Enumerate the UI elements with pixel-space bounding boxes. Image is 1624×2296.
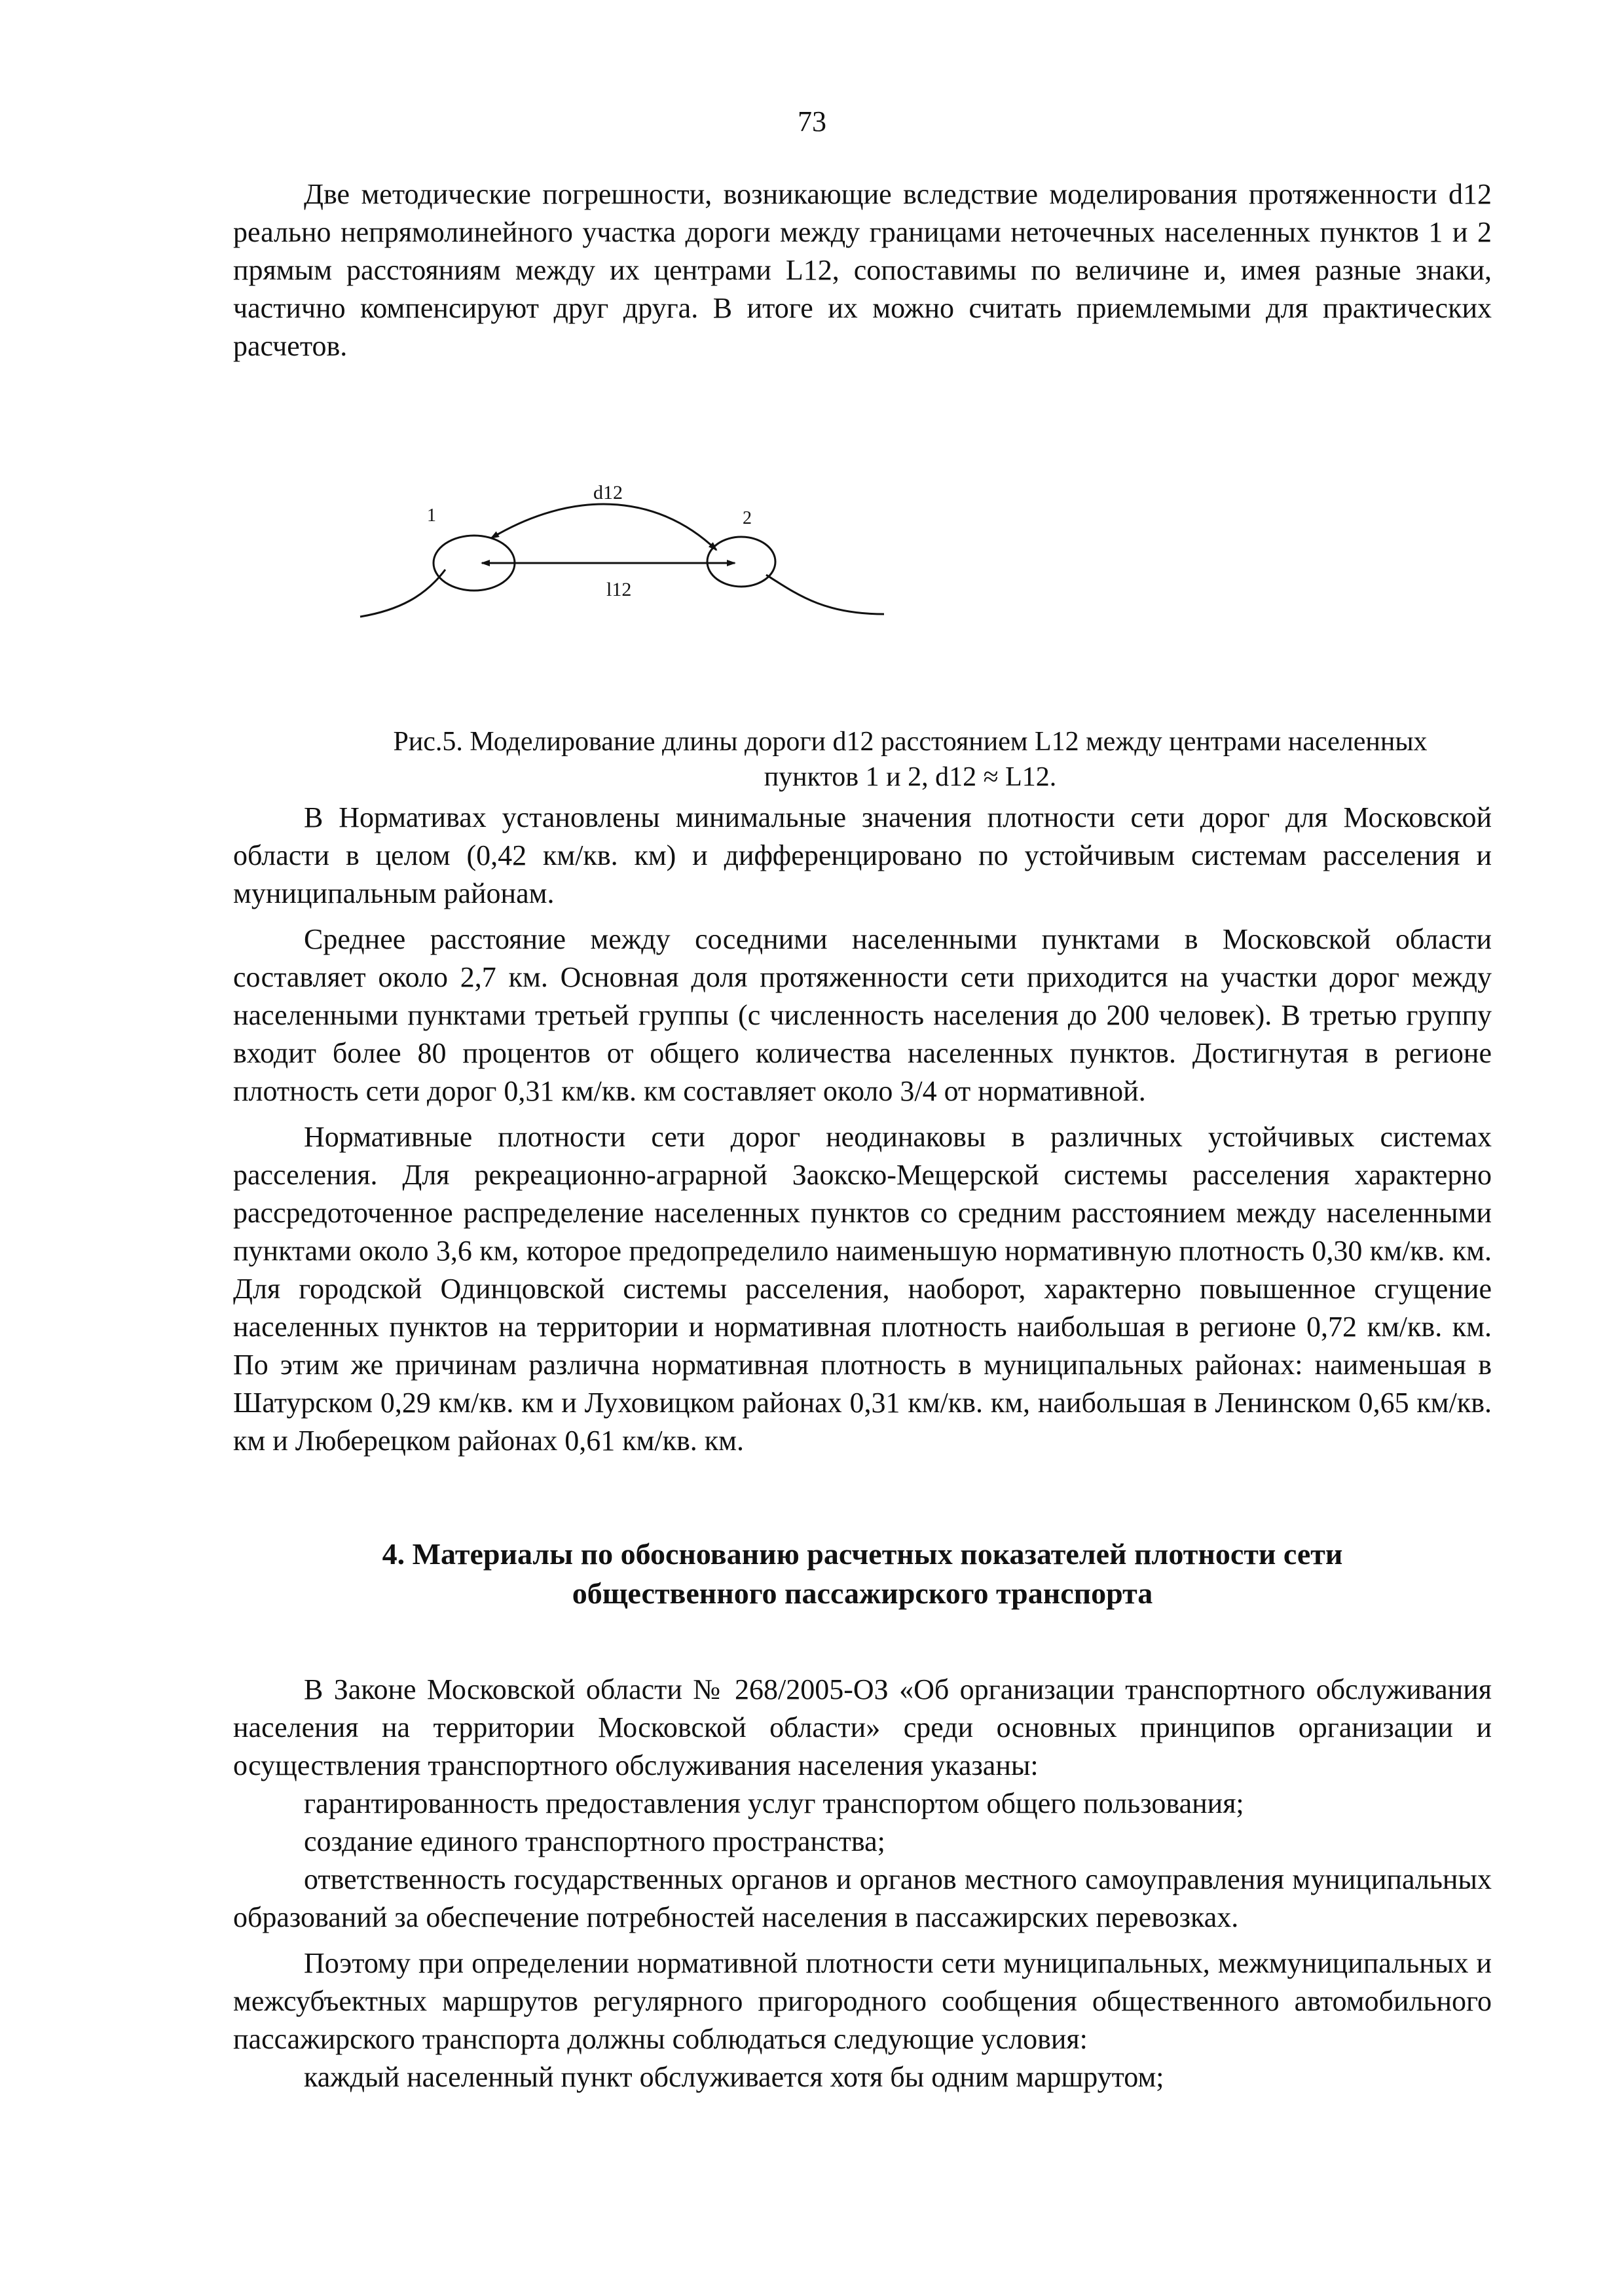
body-block <box>233 799 1492 1460</box>
page-number: 73 <box>798 105 826 137</box>
section-4-heading <box>233 1535 1492 1613</box>
label-l12: l12 <box>606 579 632 600</box>
intro-paragraph: Две методические погрешности, возникающие вследствие моделирования протяженности d12 реально непрямолинейного участка дороги между границами неточечных населенных пунктов 1 и 2 прямым расстояниям между их центрами L12, сопоставимы по величине и, имея разные знаки, частично компенсируют друг друга. В итоге их можно считать приемлемыми для практических расчетов. <box>233 178 1492 362</box>
list-item-4: каждый населенный пункт обслуживается хотя бы одним маршрутом; <box>304 2061 1164 2093</box>
road-diagram <box>354 465 943 655</box>
section-paragraph-2: Поэтому при определении нормативной плотности сети муниципальных, межмуниципальных и межсубъектных маршрутов регулярного пригородного сообщения общественного автомобильного пассажирского транспорта должны соблюдаться следующие условия: <box>233 1947 1492 2055</box>
settlement-2 <box>707 537 775 587</box>
label-d12: d12 <box>593 482 623 503</box>
section-paragraph-1: В Законе Московской области № 268/2005-ОЗ «Об организации транспортного обслуживания населения на территории Московской области» среди основных принципов организации и осуществления транспортного обслуживания населения указаны: <box>233 1673 1492 1781</box>
section-4-body <box>233 1671 1492 2096</box>
list-item-2: создание единого транспортного пространства; <box>304 1825 885 1857</box>
caption-line-1: Рис.5. Моделирование длины дороги d12 расстоянием L12 между центрами населенных <box>393 727 1428 757</box>
body-paragraph-3: Нормативные плотности сети дорог неодинаковы в различных устойчивых системах расселения. Для рекреационно-аграрной Заокско-Мещерской системы расселения характерно рассредоточенное распределение населенных пунктов со средним расстоянием между населенными пунктами около 3,6 км, которое предопределило наименьшую нормативную плотность 0,30 км/кв. км. Для городской Одинцовской системы расселения, наоборот, характерно повышенное сгущение населенных пунктов на территории и нормативная плотность наибольшая в регионе 0,72 км/кв. км. По этим же причинам различна нормативная плотность в муниципальных районах: наименьшая в Шатурском 0,29 км/кв. км и Луховицком районах 0,31 км/кв. км, наибольшая в Ленинском 0,65 км/кв. км и Люберецком районах 0,61 км/кв. км. <box>233 1121 1492 1457</box>
section-heading-line-2: общественного пассажирского транспорта <box>572 1576 1153 1610</box>
figure-caption <box>354 724 1467 795</box>
label-point-2: 2 <box>743 508 752 528</box>
body-paragraph-2: Среднее расстояние между соседними населенными пунктами в Московской области составляет около 2,7 км. Основная доля протяженности сети приходится на участки дорог между населенными пунктами третьей группы (с численность населения до 200 человек). В третью группу входит более 80 процентов от общего количества населенных пунктов. Достигнутая в регионе плотность сети дорог 0,31 км/кв. км составляет около 3/4 от нормативной. <box>233 923 1492 1107</box>
list-item-3: ответственность государственных органов и органов местного самоуправления муниципальных образований за обеспечение потребностей населения в пассажирских перевозках. <box>233 1863 1492 1933</box>
road-right <box>766 575 884 614</box>
figure-road-model <box>354 465 943 655</box>
label-point-1: 1 <box>427 505 436 526</box>
body-paragraph-1: В Нормативах установлены минимальные значения плотности сети дорог для Московской области в целом (0,42 км/кв. км) и дифференцировано по устойчивым системам расселения и муниципальным районам. <box>233 801 1492 909</box>
road-left <box>360 570 445 617</box>
caption-line-2: пунктов 1 и 2, d12 ≈ L12. <box>764 762 1057 792</box>
intro-block <box>233 175 1492 365</box>
list-item-1: гарантированность предоставления услуг транспортом общего пользования; <box>304 1787 1244 1819</box>
section-heading-line-1: 4. Материалы по обоснованию расчетных показателей плотности сети <box>382 1537 1343 1571</box>
arc-d12 <box>491 504 716 550</box>
